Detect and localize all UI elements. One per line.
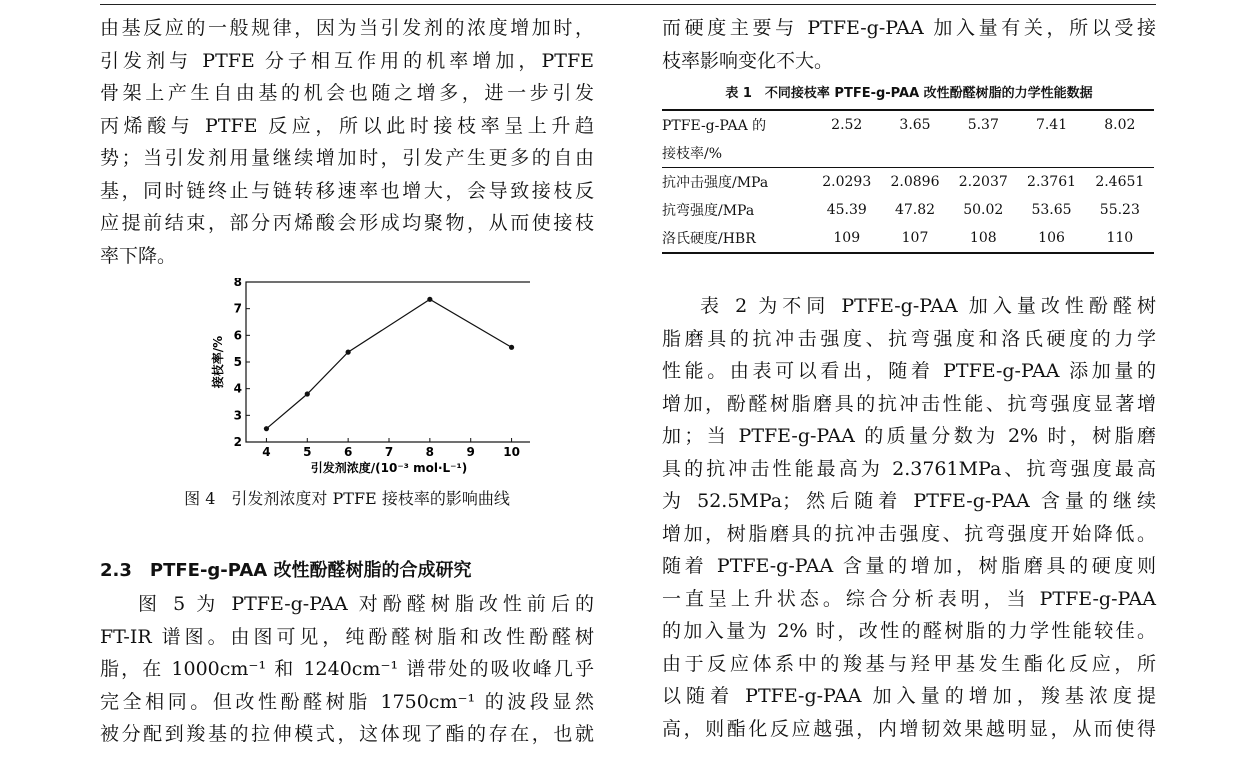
row-label: 抗弯强度/MPa [662,203,755,219]
mechanical-properties-table [662,109,1154,254]
cell: 109 [813,224,881,253]
cell: 8.02 [1086,110,1154,139]
cell: 5.37 [949,110,1017,139]
cell: 2.0896 [881,168,949,197]
cell: 50.02 [963,202,1004,218]
cell [881,139,949,168]
text-line: 由于反应体系中的羧基与羟甲基发生酯化反应，所 [662,652,1156,675]
x-tick-label: 10 [503,445,520,459]
text-line: 应提前结束，部分丙烯酸会形成均聚物，从而使接枝 [100,212,594,234]
cell: 47.82 [894,202,936,218]
table-title: 表 1 不同接枝率 PTFE-g-PAA 改性酚醛树脂的力学性能数据 [725,86,1093,101]
y-tick-label: 2 [233,435,242,449]
table-row [662,224,1154,253]
y-axis-label: 接枝率/% [211,335,225,389]
cell: 2.52 [813,110,881,139]
text-line: 率下降。 [100,244,177,267]
cell: 55.23 [1099,202,1140,218]
y-tick-label: 3 [233,408,242,423]
cell [1086,139,1154,168]
section-heading: 2.3 PTFE-g-PAA 改性酚醛树脂的合成研究 [100,560,472,581]
cell: 3.65 [881,110,949,139]
cell: 7.41 [1017,110,1085,139]
row-label: 抗冲击强度/MPa [662,168,813,197]
y-tick-label: 6 [233,328,242,343]
text-line: 脂磨具的抗冲击强度、抗弯强度和洛氏硬度的力学 [662,327,1156,350]
text-line: 表 2 为不同 PTFE-g-PAA 加入量改性酚醛树 [700,295,1156,317]
text-line: 以随着 PTFE-g-PAA 加入量的增加，羧基浓度提 [662,685,1156,707]
row-label: PTFE-g-PAA 的 [662,110,813,139]
cell: 53.65 [1031,202,1072,218]
y-tick-label: 8 [233,278,242,289]
left-paragraph-2 [100,588,594,751]
text-line: 基，同时链终止与链转移速率也增大，会导致接枝反 [100,179,594,202]
data-point [427,297,432,302]
y-tick-label: 7 [233,301,242,316]
cell: 2.3761 [1017,168,1085,197]
data-point [509,345,514,350]
right-paragraph-top [662,12,1156,77]
x-axis-label: 引发剂浓度/(10⁻³ mol·L⁻¹) [310,461,468,475]
x-tick-label: 6 [343,445,353,459]
y-tick-label: 5 [233,355,242,369]
text-line: 加；当 PTFE-g-PAA 的质量分数为 2% 时，树脂磨 [662,425,1156,447]
spacer [662,254,1156,290]
text-line: 图 5 为 PTFE-g-PAA 对酚醛树脂改性前后的 [138,593,594,615]
table-row [662,196,1154,224]
cell: 110 [1086,224,1154,253]
text-line: 势；当引发剂用量继续增加时，引发产生更多的自由 [100,147,594,169]
text-line: 丙烯酸与 PTFE 反应，所以此时接枝率呈上升趋 [100,114,594,137]
cell: 106 [1017,224,1085,253]
text-line: 增加，酚醛树脂磨具的抗冲击性能、抗弯强度显著增 [662,392,1156,415]
data-point [305,391,310,396]
text-line: 骨架上产生自由基的机会也随之增多，进一步引发 [100,82,594,104]
cell: 2.4651 [1086,168,1154,197]
text-line: 枝率影响变化不大。 [662,49,834,72]
y-tick-label: 4 [233,381,242,396]
row-label: 洛氏硬度/HBR [662,224,813,253]
cell: 107 [881,224,949,253]
data-point [346,350,351,355]
text-line: 性能。由表可以看出，随着 PTFE-g-PAA 添加量的 [662,360,1156,382]
series-line [266,299,511,428]
text-line: 增加，树脂磨具的抗冲击强度、抗弯强度开始降低。 [662,522,1156,545]
x-tick-label: 9 [466,445,475,459]
cell [1017,139,1085,168]
x-tick-label: 5 [303,445,312,459]
table-row [662,168,1154,197]
text-line: 引发剂与 PTFE 分子相互作用的机率增加，PTFE [100,49,594,72]
table-row [662,110,1154,139]
text-line: 为 52.5MPa；然后随着 PTFE-g-PAA 含量的继续 [662,490,1156,512]
text-line: 而硬度主要与 PTFE-g-PAA 加入量有关，所以受接 [662,17,1156,39]
x-tick-label: 7 [384,445,394,459]
left-column [100,12,594,751]
text-line: FT-IR 谱图。由图可见，纯酚醛树脂和改性酚醛树 [100,625,594,648]
cell: 2.0293 [813,168,881,197]
header-rule [100,4,1156,5]
text-line: 脂，在 1000cm⁻¹ 和 1240cm⁻¹ 谱带处的吸收峰几乎 [100,658,594,680]
text-line: 高，则酯化反应越强，内增韧效果越明显，从而使得 [662,717,1156,740]
cell: 45.39 [826,202,867,218]
x-tick-label: 4 [262,445,271,459]
cell: 2.2037 [949,168,1017,197]
table-row [662,139,1154,168]
cell [949,139,1017,168]
text-line: 具的抗冲击性能最高为 2.3761MPa、抗弯强度最高 [662,457,1156,480]
grafting-rate-chart [170,278,530,478]
text-line: 随着 PTFE-g-PAA 含量的增加，树脂磨具的硬度则 [662,555,1156,577]
row-label: 接枝率/% [662,146,723,162]
text-line: 由基反应的一般规律，因为当引发剂的浓度增加时， [100,17,594,39]
x-tick-label: 8 [425,445,435,459]
text-line: 被分配到羧基的拉伸模式，这体现了酯的存在，也就 [100,723,594,745]
figure-4 [100,276,594,546]
text-line: 完全相同。但改性酚醛树脂 1750cm⁻¹ 的波段显然 [100,690,594,713]
right-column [662,12,1156,745]
left-paragraph-1 [100,12,594,272]
data-point [264,426,269,431]
right-paragraph-2 [662,290,1156,745]
text-line: 的加入量为 2% 时，改性的醛树脂的力学性能较佳。 [662,620,1156,642]
plot-frame [246,282,530,442]
figure-caption: 图 4 引发剂浓度对 PTFE 接枝率的影响曲线 [184,489,510,508]
cell: 108 [949,224,1017,253]
text-line: 一直呈上升状态。综合分析表明，当 PTFE-g-PAA [662,587,1156,610]
cell [813,139,881,168]
